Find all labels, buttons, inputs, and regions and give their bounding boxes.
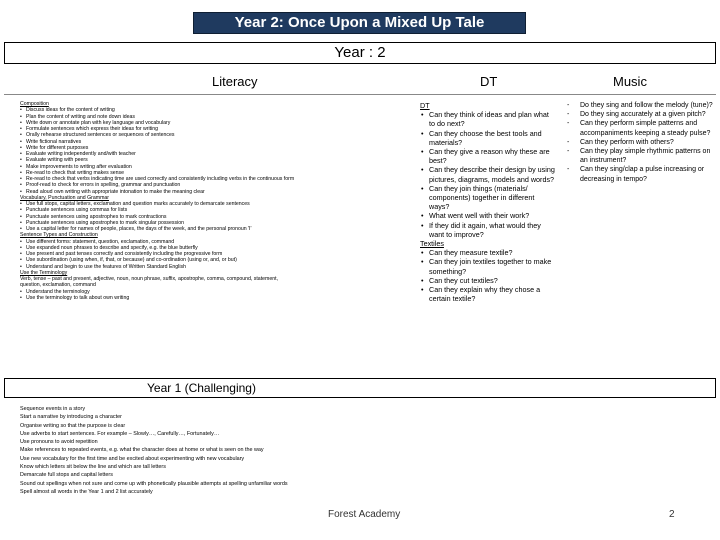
year1-objective: Sequence events in a story (20, 406, 86, 412)
literacy-objective: • Make improvements to writing after evaluation (20, 164, 412, 170)
literacy-objective: • Use expanded noun phrases to describe and specify, e.g. the blue butterfly (20, 245, 412, 251)
year1-objective: Use pronouns to avoid repetition (20, 439, 98, 446)
music-heading: Music (613, 74, 647, 89)
literacy-objective: • Plan the content of writing and note down ideas (20, 114, 412, 120)
section-divider (4, 94, 716, 95)
literacy-objectives (20, 101, 412, 301)
literacy-objective: • Proof-read to check for errors in spelling, grammar and punctuation (20, 182, 412, 188)
literacy-heading: Literacy (212, 74, 258, 89)
year1-objective: Start a narrative by introducing a character (20, 414, 122, 421)
music-question: - Can they play simple rhythmic patterns on an instrument? (565, 147, 715, 165)
literacy-section-heading: Sentence Types and Construction (20, 232, 98, 239)
literacy-objective: • Re-read to check that verbs indicating time are used correctly and consistently including verbs in the continuous form (20, 176, 412, 182)
year1-objective: Know which letters sit below the line and which are tall letters (20, 464, 166, 471)
literacy-objective: • Evaluate writing independently and/with teacher (20, 151, 412, 157)
literacy-objective: • Use present and past tenses correctly and consistently including the progressive form (20, 251, 412, 257)
literacy-section-heading: Composition (20, 101, 49, 107)
year1-objective: Sound out spellings when not sure and come up with phonetically plausible attempts at spelling unfamiliar words (20, 480, 288, 487)
year1-objective: Organise writing so that the purpose is clear (20, 422, 126, 429)
music-question: - Can they perform with others? (565, 138, 715, 147)
year1-objective: Use new vocabulary for the first time and be excited about experimenting with new vocabulary (20, 455, 245, 462)
music-question: - Can they sing/clap a pulse increasing or decreasing in tempo? (565, 165, 715, 183)
literacy-objective: • Use a capital letter for names of people, places, the days of the week, and the personal pronoun 'I' (20, 226, 412, 232)
literacy-section-heading: Use the Terminology (20, 269, 68, 276)
music-question: - Do they sing and follow the melody (tune)? (565, 101, 715, 110)
dt-objectives (420, 101, 556, 303)
literacy-objective: • Use different forms: statement, question, exclamation, command (20, 239, 412, 245)
year1-objective: Use adverbs to start sentences. For example – Slowly…, Carefully…, Fortunately… (20, 430, 220, 437)
literacy-objective: • Write for different purposes (20, 145, 412, 151)
year1-objective: Spell almost all words in the Year 1 and 2 list accurately (20, 488, 153, 495)
footer-school-name: Forest Academy (328, 509, 401, 520)
literacy-objective: • Punctuate sentences using apostrophes to mark singular possession (20, 220, 412, 226)
dt-section-heading: DT (420, 101, 430, 110)
literacy-objective: • Understand and begin to use the features of Written Standard English (20, 264, 412, 270)
music-question: - Do they sing accurately at a given pitch? (565, 110, 715, 119)
literacy-objective: • Orally rehearse structured sentences or sequences of sentences (20, 132, 412, 138)
literacy-objective: • Punctuate sentences using commas for lists (20, 207, 412, 213)
literacy-objective: • Write down or annotate plan with key language and vocabulary (20, 120, 412, 126)
year1-heading: Year 1 (Challenging) (4, 378, 716, 398)
literacy-objective: • Evaluate writing with peers (20, 157, 412, 163)
year1-objectives (20, 405, 540, 496)
dt-heading: DT (480, 74, 498, 89)
literacy-objective: • Understand the terminology (20, 289, 412, 295)
literacy-objective: • Use full stops, capital letters, exclamation and question marks accurately to demarcate sentences (20, 201, 412, 207)
literacy-objective: • Formulate sentences which express their ideas for writing (20, 126, 412, 132)
music-question: - Can they perform simple patterns and accompaniments keeping a steady pulse? (565, 119, 715, 137)
dt-question: • Can they think of ideas and plan what to do next? (420, 110, 556, 128)
dt-question: • Can they give a reason why these are best? (420, 147, 556, 165)
literacy-objective: • Use the terminology to talk about own writing (20, 295, 412, 301)
literacy-objective: Verb, tense – past and present, adjective, noun, noun phrase, suffix, apostrophe, comma, compound, statement, (20, 276, 278, 282)
year1-objective: Make references to repeated events, e.g. what the character does at home or what is seen on the way (20, 447, 264, 454)
dt-question: • Can they cut textiles? (420, 276, 556, 285)
dt-question: • Can they join things (materials/ components) together in different ways? (420, 184, 556, 212)
dt-question: • Can they explain why they chose a certain textile? (420, 285, 556, 303)
dt-question: • Can they choose the best tools and materials? (420, 129, 556, 147)
literacy-objective: • Re-read to check that writing makes sense (20, 170, 412, 176)
dt-question: • Can they measure textile? (420, 248, 556, 257)
dt-section-heading: Textiles (420, 239, 444, 249)
literacy-section-heading: Vocabulary, Punctuation and Grammar (20, 194, 110, 201)
page-title: Year 2: Once Upon a Mixed Up Tale (193, 12, 526, 34)
literacy-objective: • Punctuate sentences using apostrophes to mark contractions (20, 214, 412, 220)
dt-question: • If they did it again, what would they want to improve? (420, 221, 556, 239)
literacy-objective: question, exclamation, command (20, 282, 96, 289)
page-number: 2 (669, 509, 675, 520)
dt-question: • What went well with their work? (420, 211, 556, 220)
music-objectives (565, 101, 715, 184)
dt-question: • Can they describe their design by using pictures, diagrams, models and words? (420, 165, 556, 183)
literacy-objective: • Use subordination (using when, if, that, or because) and co-ordination (using or, and, or but) (20, 257, 412, 263)
literacy-objective: • Write fictional narratives (20, 139, 412, 145)
dt-question: • Can they join textiles together to make something? (420, 257, 556, 275)
literacy-objective: • Read aloud own writing with appropriate intonation to make the meaning clear (20, 189, 412, 195)
literacy-objective: • Discuss ideas for the content of writing (20, 107, 412, 113)
year1-objective: Demarcate full stops and capital letters (20, 472, 113, 479)
year-heading: Year : 2 (4, 42, 716, 64)
